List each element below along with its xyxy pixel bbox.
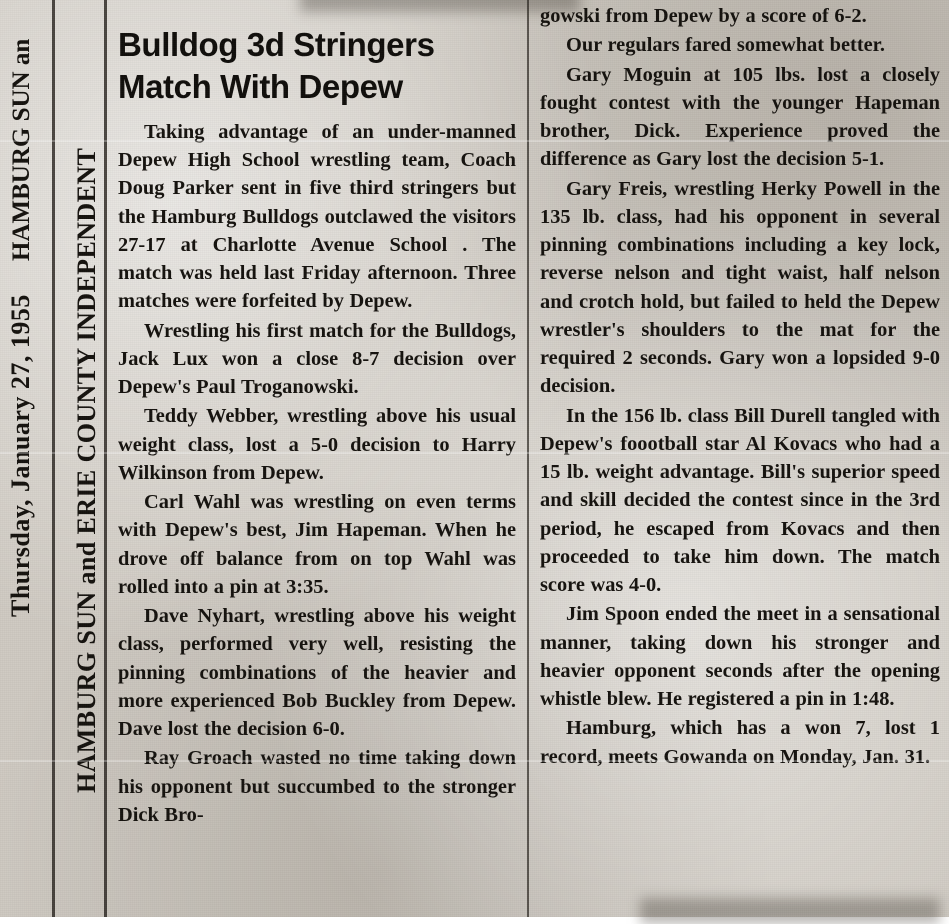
paragraph: Dave Nyhart, wrestling above his weight class, performed very well, resisting the pinning combinations of the heavier and more experienced Bob Buckley from Depew. Dave lost the decision 6-0.: [118, 605, 516, 741]
paragraph: In the 156 lb. class Bill Durell tangled with Depew's foootball star Al Kovacs who had a 15 lb. weight advantage. Bill's superior speed and skill decided the contest since in the 3rd period, he escaped from Kovacs and then proceeded to take him down. The match score was 4-0.: [540, 404, 940, 596]
paragraph: Ray Groach wasted no time taking down his opponent but succumbed to the stronger Dick Bro-: [118, 747, 516, 826]
column-rule-right: [527, 0, 529, 917]
paragraph: Hamburg, which has a won 7, lost 1 record, meets Gowanda on Monday, Jan. 31.: [540, 717, 940, 768]
article-column-one: [118, 0, 516, 917]
column-rule-mid: [104, 0, 107, 917]
paragraph: gowski from Depew by a score of 6-2.: [540, 5, 867, 27]
headline-line-1: Bulldog 3d Stringers: [118, 26, 435, 63]
headline-line-2: Match With Depew: [118, 67, 403, 105]
masthead-paper-name: HAMBURG SUN and ERIE COUNTY INDEPENDENT: [72, 147, 101, 794]
paragraph: Gary Freis, wrestling Herky Powell in the 135 lb. class, had his opponent in several pinning combinations including a key lock, reverse nelson and tight waist, half nelson and crotch hold, but failed to held the Depew wrestler's shoulders to the mat for the required 2 seconds. Gary won a lopsided 9-0 decision.: [540, 177, 940, 398]
paragraph: Jim Spoon ended the meet in a sensational manner, taking down his stronger and heavier opponent seconds after the opening whistle blew. He registered a pin in 1:48.: [540, 603, 940, 710]
paragraph: Teddy Webber, wrestling above his usual weight class, lost a 5-0 decision to Harry Wilkinson from Depew.: [118, 405, 516, 484]
paragraph: Wrestling his first match for the Bulldogs, Jack Lux won a close 8-7 decision over Depew's Paul Troganowski.: [118, 319, 516, 399]
paragraph: Gary Moguin at 105 lbs. lost a closely fought contest with the younger Hapeman brother, Dick. Experience proved the difference as Gary lost the decision 5-1.: [540, 63, 940, 171]
masthead-paper-top: HAMBURG SUN an: [8, 38, 35, 262]
paragraph: Our regulars fared somewhat better.: [566, 34, 885, 57]
masthead-date: Thursday, January 27, 1955: [6, 294, 35, 617]
article-headline: [118, 24, 516, 108]
paragraph: Taking advantage of an under-manned Depew High School wrestling team, Coach Doug Parker sent in five third stringers but the Hamburg Bulldogs outclawed the visitors 27-17 at Charlotte Avenue School . The match was held last Friday afternoon. Three matches were forfeited by Depew.: [118, 120, 516, 313]
column-rule-left: [52, 0, 55, 917]
article-column-two: [540, 0, 940, 917]
paragraph: Carl Wahl was wrestling on even terms with Depew's best, Jim Hapeman. When he drove off balance from on top Wahl was rolled into a pin at 3:35.: [118, 491, 516, 598]
